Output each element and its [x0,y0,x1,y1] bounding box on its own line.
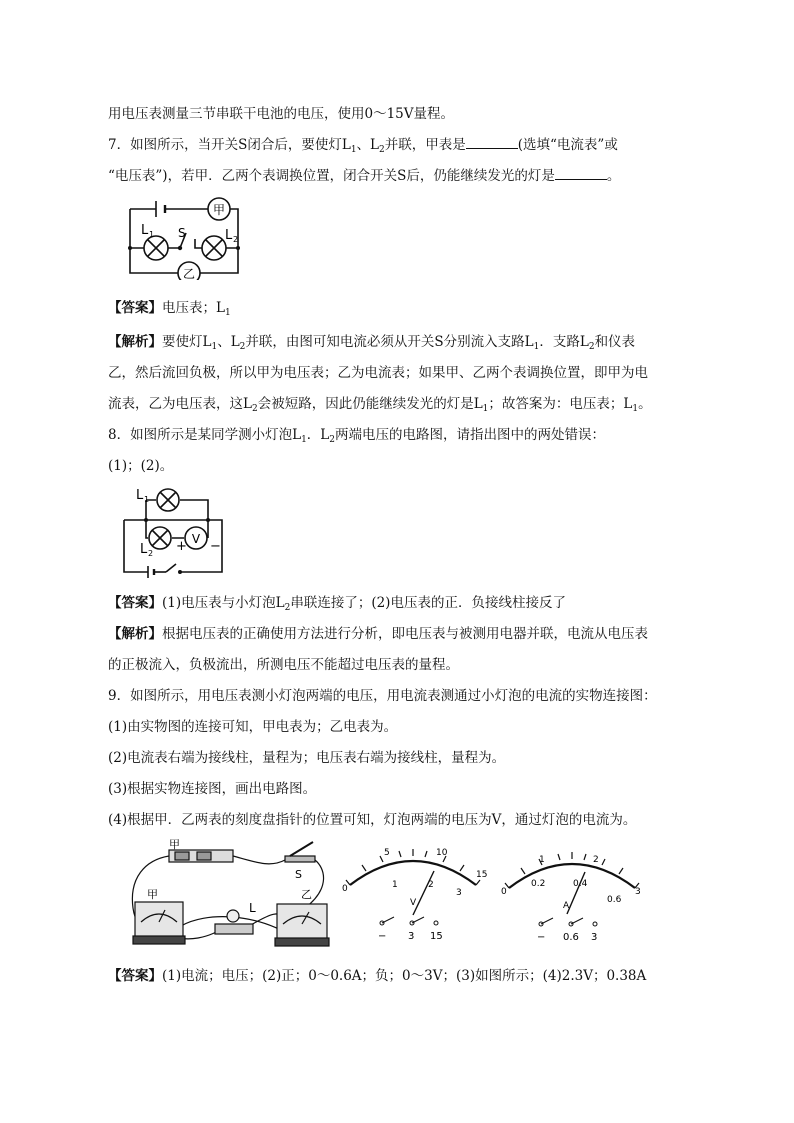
svg-text:0.6: 0.6 [563,932,579,942]
label-switch-s: S [178,226,186,240]
q9-question-line2: (1)由实物图的连接可知，甲电表为；乙电表为。 [108,719,398,735]
svg-text:3: 3 [635,887,641,897]
svg-text:15: 15 [476,870,488,880]
svg-text:0.4: 0.4 [573,879,588,889]
q8-analysis-line2: 的正极流入，负极流出，所测电压不能超过电压表的量程。 [108,657,459,673]
label-l1: L [141,223,149,238]
svg-text:10: 10 [436,848,448,858]
svg-text:15: 15 [430,931,443,941]
q7-answer: 【答案】电压表；$L_1$ [108,300,231,318]
svg-text:3: 3 [591,932,598,942]
svg-text:0.2: 0.2 [531,879,546,889]
label-jia: 甲 [147,888,158,901]
svg-text:1: 1 [392,880,398,890]
q9-answer: 【答案】(1)电流；电压；(2)正；0～0.6A；负；0～3V；(3)如图所示；(4)2.3V；0.38A [108,968,647,984]
svg-text:V: V [410,898,417,908]
q9-wiring-figure [125,838,335,956]
label-v: V [191,532,201,546]
svg-text:1: 1 [149,230,155,239]
q8-answer: 【答案】(1)电压表与小灯泡$L_2$串联连接了；(2)电压表的正．负接线柱接反了 [108,595,566,613]
answer-blank [466,136,518,149]
q8-circuit-diagram [118,486,228,580]
answer-blank [555,167,607,180]
q7-analysis-line1: 【解析】要使灯$L_1$、$L_2$并联，由图可知电流必须从开关S分别流入支路$L_1$．支路$L_2$和仪表 [108,334,636,352]
label-s: S [295,868,302,881]
label-l: L [249,901,256,915]
label-l1: L [136,488,144,503]
svg-text:0: 0 [501,887,507,897]
svg-text:−: − [537,932,546,942]
q7-question-line2: “电压表”)，若甲．乙两个表调换位置，闭合开关S后，仍能继续发光的灯是 。 [108,168,621,184]
q9-ammeter-dial [497,848,647,942]
label-l2: L [140,542,148,557]
svg-text:2: 2 [593,855,599,865]
label-yi: 乙 [182,267,196,280]
svg-text:3: 3 [456,888,462,898]
q7-question-line1: 7．如图所示，当开关S闭合后，要使灯$L_1$、$L_2$并联，甲表是 (选填“电流表”或 [108,137,618,155]
svg-text:−: − [378,931,387,941]
label-jia: 甲 [212,203,226,217]
q9-question-line5: (4)根据甲．乙两表的刻度盘指针的位置可知，灯泡两端的电压为V，通过灯泡的电流为。 [108,812,637,828]
svg-text:5: 5 [384,848,390,858]
svg-text:1: 1 [144,495,150,504]
q8-analysis-line1: 【解析】根据电压表的正确使用方法进行分析，即电压表与被测用电器并联，电流从电压表 [108,626,648,642]
svg-text:2: 2 [148,549,154,558]
svg-text:0: 0 [342,884,348,894]
q8-question-line1: 8．如图所示是某同学测小灯泡$L_1$．$L_2$两端电压的电路图，请指出图中的两处错误： [108,427,605,445]
q8-question-line2: (1)；(2)。 [108,458,174,474]
continued-text: 用电压表测量三节串联干电池的电压，使用0～15V量程。 [108,106,455,122]
label-plus: + [176,539,187,554]
svg-text:2: 2 [233,235,239,244]
q7-analysis-line2: 乙，然后流回负极，所以甲为电压表；乙为电流表；如果甲、乙两个表调换位置，即甲为电 [108,365,648,381]
q7-analysis-line3: 流表，乙为电压表，这$L_2$会被短路，因此仍能继续发光的灯是$L_1$；故答案为：电压表；$L_1$。 [108,396,652,414]
svg-text:2: 2 [428,880,434,890]
label-l2: L [225,228,233,243]
label-yi: 乙 [301,888,312,901]
svg-text:1: 1 [539,855,545,865]
svg-text:甲: 甲 [169,838,180,851]
q9-question-line4: (3)根据实物连接图，画出电路图。 [108,781,317,797]
q7-circuit-diagram [120,195,245,280]
svg-text:3: 3 [408,931,415,941]
svg-text:A: A [563,901,570,911]
svg-text:0.6: 0.6 [607,895,622,905]
q9-voltmeter-dial [338,845,488,941]
q9-question-line1: 9．如图所示，用电压表测小灯泡两端的电压，用电流表测通过小灯泡的电流的实物连接图： [108,688,657,704]
label-minus: − [210,539,221,554]
q9-question-line3: (2)电流表右端为接线柱，量程为；电压表右端为接线柱，量程为。 [108,750,506,766]
